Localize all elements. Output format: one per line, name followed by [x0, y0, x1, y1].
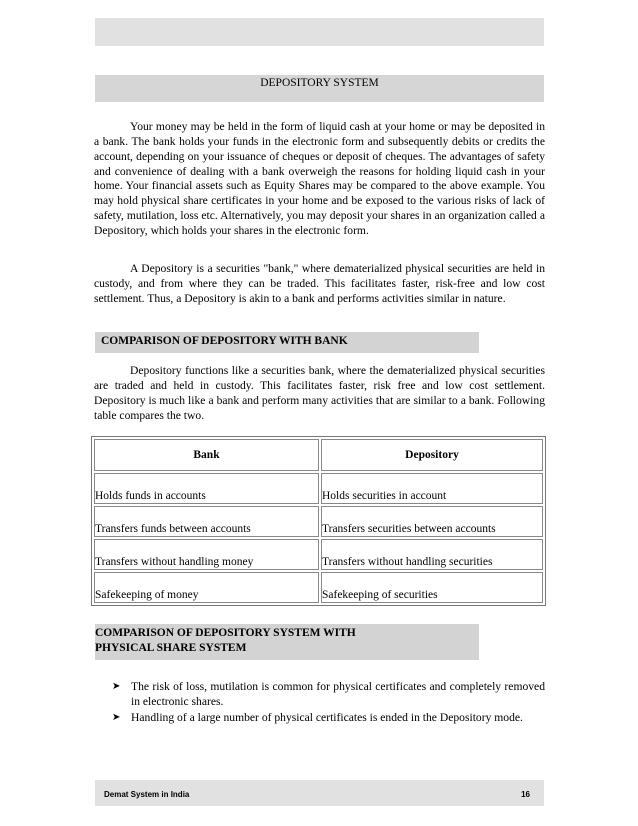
bullet-text: Handling of a large number of physical certificates is ended in the Depository mode.: [131, 710, 523, 724]
section-title-band: [95, 75, 544, 102]
footer-document-title: Demat System in India: [104, 790, 190, 799]
table-cell-bank: Transfers without handling money: [95, 556, 254, 568]
table-header-row: [94, 439, 543, 471]
footer-page-number: 16: [521, 790, 530, 799]
arrow-bullet-icon: ➤: [112, 711, 121, 723]
table-header-depository: Depository: [321, 439, 543, 471]
bullet-list: [112, 680, 545, 727]
table-row: [94, 572, 543, 603]
table-row: [94, 539, 543, 570]
comparison-table: [91, 436, 546, 606]
table-row: [94, 506, 543, 537]
list-item: [112, 680, 545, 710]
table-cell-depository: Safekeeping of securities: [322, 589, 438, 601]
paragraph-intro-text: Your money may be held in the form of liquid cash at your home or may be deposited in a bank. The bank holds your funds in the electronic form and subsequently debits or credits the account, depending on your issuance of cheques or deposit of cheques. The advantages of safety and convenience of dealing with a bank overweigh the reasons for holding liquid cash in your home. Your financial assets such as Equity Shares may be compared to the above example. You may hold physical share certificates in your home and be exposed to the various risks of lack of safety, mutilation, loss etc. Alternatively, you may deposit your shares in an organization called a Depository, which holds your shares in the electronic form.: [94, 120, 545, 237]
table-cell-depository: Holds securities in account: [322, 490, 447, 502]
paragraph-depository-definition: [94, 262, 545, 307]
section-heading-comparison-bank: [95, 332, 479, 353]
table-cell-depository: Transfers securities between accounts: [322, 523, 496, 535]
heading-comparison-bank-text: COMPARISON OF DEPOSITORY WITH BANK: [101, 335, 348, 347]
paragraph-functions: [94, 364, 545, 423]
list-item: [112, 711, 545, 726]
heading-comparison-physical-line2: PHYSICAL SHARE SYSTEM: [95, 642, 247, 654]
paragraph-functions-text: Depository functions like a securities bank, where the dematerialized physical securities are traded and held in custody. This facilitates faster, risk free and low cost settlement. Depository is much like a bank and perform many activities that are similar to a bank. Following table compares the two.: [94, 364, 545, 422]
bullet-text: The risk of loss, mutilation is common for physical certificates and completely removed in electronic shares.: [131, 680, 545, 708]
table-header-bank: Bank: [94, 439, 319, 471]
header-band: [95, 18, 544, 46]
arrow-bullet-icon: ➤: [112, 681, 121, 692]
page-title: DEPOSITORY SYSTEM: [260, 77, 379, 89]
page-footer: [95, 780, 544, 806]
table-cell-bank: Transfers funds between accounts: [95, 523, 251, 535]
paragraph-depository-text: A Depository is a securities "bank," where dematerialized physical securities are held in custody, and from where they can be traded. This facilitates faster, risk-free and low cost settlement. Thus, a Depository is akin to a bank and performs activities similar in nature.: [94, 262, 545, 305]
heading-comparison-physical-line1: COMPARISON OF DEPOSITORY SYSTEM WITH: [95, 627, 356, 639]
section-heading-comparison-physical: [95, 624, 479, 660]
table-cell-bank: Safekeeping of money: [95, 589, 199, 601]
paragraph-intro: [94, 120, 545, 239]
table-cell-bank: Holds funds in accounts: [95, 490, 206, 502]
table-cell-depository: Transfers without handling securities: [322, 556, 493, 568]
table-row: [94, 473, 543, 504]
